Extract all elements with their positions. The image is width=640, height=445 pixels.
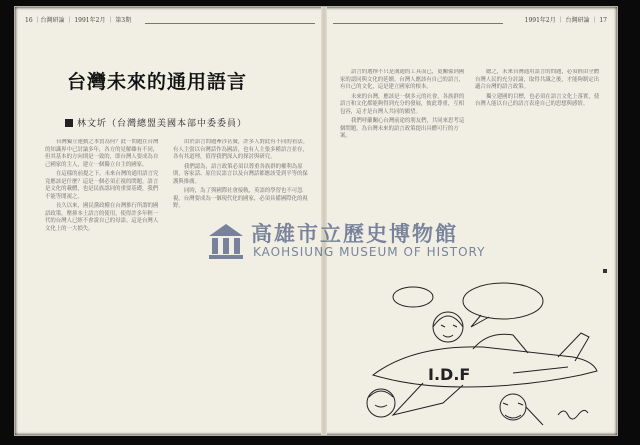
- watermark-chinese: 高雄市立歷史博物館: [251, 222, 458, 246]
- article-author: [65, 116, 247, 129]
- plane-marking: I.D.F: [428, 365, 471, 384]
- paragraph: 獨立建國的目標，也必須在語言文化上落實，使台灣人能以自己的語言表達自己的思想與感情。: [475, 93, 600, 107]
- speech-bubble-tail: [471, 315, 489, 327]
- paragraph: 語言的選擇不只是溝通的工具而已，更關係到國家的認同與文化的延續。台灣人應該有自己的語言，有自己的文化，這是建立國家的根本。: [340, 69, 465, 90]
- square-bullet-icon: [65, 119, 73, 127]
- speech-bubble-small: [393, 287, 433, 307]
- cockpit-canopy: [473, 334, 528, 353]
- speech-bubble-large: [463, 283, 543, 319]
- paragraph: 長久以來，國民黨政權在台灣推行所謂的國語政策，壓抑本土語言的使用，使得許多年輕一代的台灣人已經不會說自己的母語。這是台灣人文化上的一大損失。: [45, 203, 159, 232]
- article-end-mark: [603, 269, 607, 273]
- paragraph: 同時，為了與國際社會接軌，英語的學習也不可忽視。台灣要成為一個現代化的國家，必須具備國際化的視野。: [173, 188, 308, 209]
- museum-logo-icon: [207, 222, 245, 260]
- paragraph: 由於語言問題牽涉甚廣，許多人對此有不同的看法。有人主張以台灣話作為國語，也有人主張多種語言並存，各有其道理，值得我們深入的探討與研究。: [173, 139, 308, 160]
- text-column-2: [173, 139, 313, 429]
- running-header-left: 16 ｜台灣研論 ｜ 1991年2月 ｜ 第3期: [25, 17, 132, 24]
- author-line: 林文圻（台灣總盟美國本部中委委員）: [77, 119, 248, 129]
- paragraph: 未來的台灣，應該是一個多元的社會，各族群的語言和文化都能夠得到充分的發展，彼此尊重，互相包容，這才是台灣人共同的願望。: [340, 93, 465, 115]
- artist-signature: [558, 410, 588, 419]
- paragraph: 我們呼籲關心台灣前途的朋友們，共同來思考這個問題，為台灣未來的語言政策提出具體可行的方案。: [340, 118, 465, 139]
- text-column-1: [45, 139, 163, 429]
- paragraph: 在這樣的前提之下，未來台灣的通用語言究竟應該是什麼？這是一個必須正視的問題。語言是文化的載體，也是民族認同的重要基礎，我們不能等閒視之。: [45, 171, 159, 200]
- magazine-spread: [14, 6, 618, 436]
- museum-watermark: [207, 218, 486, 262]
- header-rule-right: [333, 23, 503, 24]
- show-through-ghost-text: [247, 65, 264, 90]
- text-column-4: [475, 69, 603, 265]
- header-rule-left: [145, 23, 315, 24]
- running-header-right: 1991年2月 ｜ 台灣研論 ｜ 17: [524, 17, 607, 24]
- figure-right-head: [500, 394, 526, 420]
- jet-fuselage: [373, 347, 597, 387]
- paragraph: 總之，未來台灣通用語言的問題，必須經由全體台灣人民的充分討論，取得共識之後，才能夠制定出適合台灣的語言政策。: [475, 69, 600, 90]
- paragraph: 我們認為，語言政策必須以尊重各族群的權利為原則，客家話、原住民語言以及台灣話都應該受到平等的保護與推廣。: [173, 163, 308, 185]
- jet-wing: [393, 383, 463, 415]
- figure-left-head: [367, 389, 395, 417]
- watermark-english: KAOHSIUNG MUSEUM OF HISTORY: [253, 245, 486, 259]
- article-title: 台灣未來的通用語言: [67, 71, 248, 93]
- paragraph: 台灣獨立運動之本質為何？此一問題在台灣的知識界中已討論多年，各方的見解雖有不同，但其基本的方向則是一致的，即台灣人要成為自己國家的主人，建立一個獨立自主的國家。: [45, 139, 159, 168]
- political-cartoon: [353, 275, 603, 433]
